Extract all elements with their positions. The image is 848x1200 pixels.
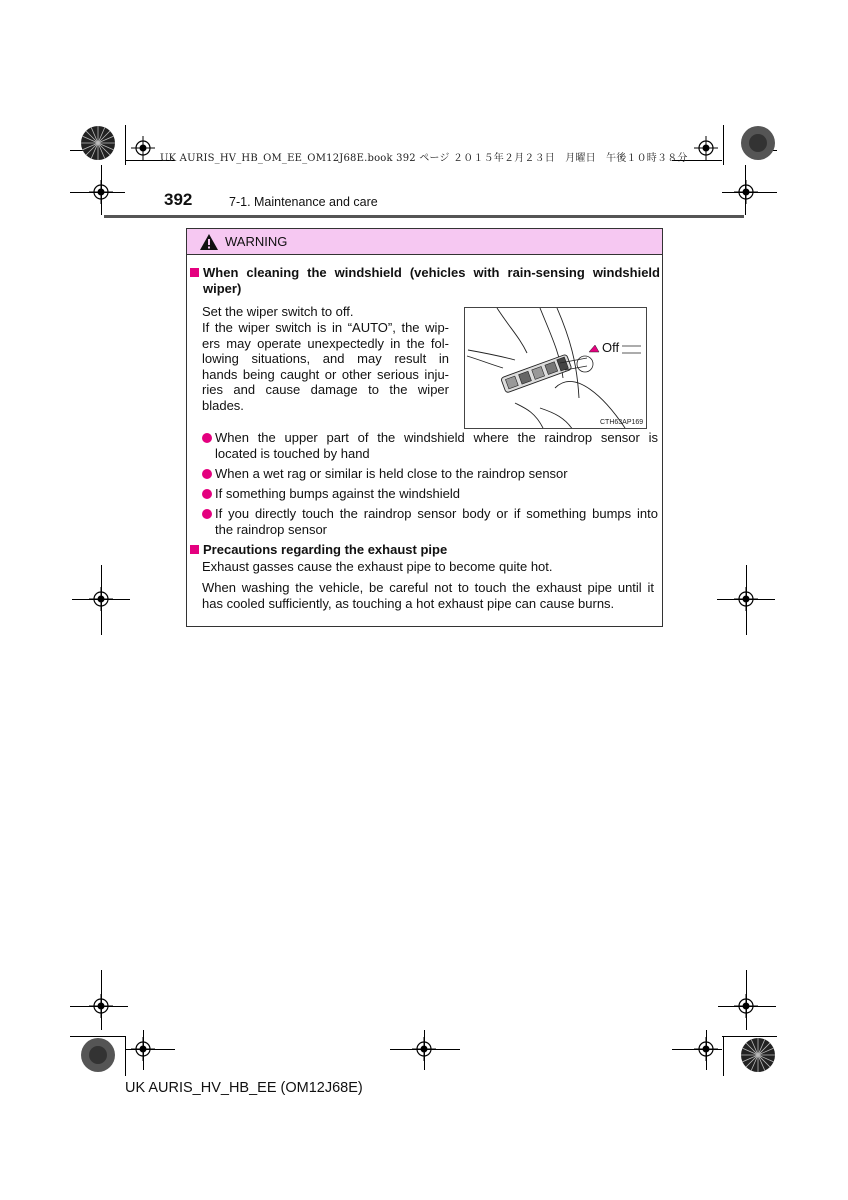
bullet-line: If you directly touch the raindrop sensor body or if something bumps into xyxy=(215,506,658,521)
registration-mark-icon xyxy=(89,994,113,1018)
body-line: ries and cause damage to the wiper xyxy=(202,382,449,397)
registration-mark-icon xyxy=(734,994,758,1018)
color-rosette-icon xyxy=(80,1037,116,1073)
heading-text: Precautions regarding the exhaust pipe xyxy=(203,542,448,557)
intro-text: Set the wiper switch to off. xyxy=(202,304,354,319)
list-item xyxy=(202,430,658,462)
registration-mark-icon xyxy=(89,587,113,611)
heading-line: wiper) xyxy=(203,281,242,296)
list-item xyxy=(202,486,658,502)
figure-code: CTH63AP169 xyxy=(600,419,644,426)
crop-mark xyxy=(125,1036,126,1076)
round-bullet-icon xyxy=(202,509,212,519)
round-bullet-icon xyxy=(202,469,212,479)
section-title: 7-1. Maintenance and care xyxy=(229,195,378,209)
body-line: blades. xyxy=(202,397,244,413)
section-heading-exhaust xyxy=(190,542,660,558)
wiper-switch-illustration xyxy=(465,308,647,429)
print-file-info: UK AURIS_HV_HB_OM_EE_OM12J68E.book 392 ページ ２０１５年２月２３日 月曜日 午後１０時３８分 xyxy=(160,153,688,164)
bullet-line: If something bumps against the windshield xyxy=(215,486,460,501)
footer-model-code: UK AURIS_HV_HB_EE (OM12J68E) xyxy=(125,1080,363,1096)
body-line: hands being caught or other serious inju- xyxy=(202,366,449,382)
wiper-warning-body xyxy=(202,320,449,413)
warning-header xyxy=(187,229,662,255)
registration-mark-icon xyxy=(131,136,155,160)
registration-mark-icon xyxy=(131,1037,155,1061)
color-rosette-icon xyxy=(740,1037,776,1073)
exhaust-para-2 xyxy=(202,580,654,611)
bullet-line: When the upper part of the windshield where the raindrop sensor is xyxy=(215,430,658,445)
registration-mark-icon xyxy=(734,587,758,611)
bullet-line: the raindrop sensor xyxy=(215,522,328,537)
bullet-line: When a wet rag or similar is held close to the raindrop sensor xyxy=(215,466,568,481)
figure-label-off: Off xyxy=(602,340,620,355)
bullet-line: located is touched by hand xyxy=(215,446,370,461)
registration-mark-icon xyxy=(694,1037,718,1061)
crop-mark xyxy=(723,1036,724,1076)
warning-title: WARNING xyxy=(225,234,288,249)
body-line: lowing situations, and may result in xyxy=(202,351,449,366)
square-bullet-icon xyxy=(190,268,199,277)
para-line: When washing the vehicle, be careful not to touch the exhaust pipe until it xyxy=(202,580,654,595)
body-line: If the wiper switch is in “AUTO”, the wip- xyxy=(202,320,449,335)
round-bullet-icon xyxy=(202,433,212,443)
crop-mark xyxy=(125,125,126,165)
page-number: 392 xyxy=(164,190,193,209)
para-line: has cooled sufficiently, as touching a hot exhaust pipe can cause burns. xyxy=(202,595,615,611)
color-rosette-icon xyxy=(740,125,776,161)
square-bullet-icon xyxy=(190,545,199,554)
header-rule xyxy=(104,215,744,218)
color-rosette-icon xyxy=(80,125,116,161)
registration-mark-icon xyxy=(412,1037,436,1061)
body-line: ers may operate unexpectedly in the fol- xyxy=(202,335,449,351)
crop-mark xyxy=(723,125,724,165)
round-bullet-icon xyxy=(202,489,212,499)
registration-mark-icon xyxy=(694,136,718,160)
section-heading-windshield xyxy=(190,265,660,297)
list-item xyxy=(202,506,658,538)
registration-mark-icon xyxy=(89,180,113,204)
wiper-switch-figure xyxy=(464,307,647,429)
warning-triangle-icon xyxy=(199,233,219,251)
list-item xyxy=(202,466,658,482)
heading-line: When cleaning the windshield (vehicles with rain-sensing windshield xyxy=(203,265,660,280)
registration-mark-icon xyxy=(734,180,758,204)
exhaust-para-1: Exhaust gasses cause the exhaust pipe to become quite hot. xyxy=(202,559,553,574)
